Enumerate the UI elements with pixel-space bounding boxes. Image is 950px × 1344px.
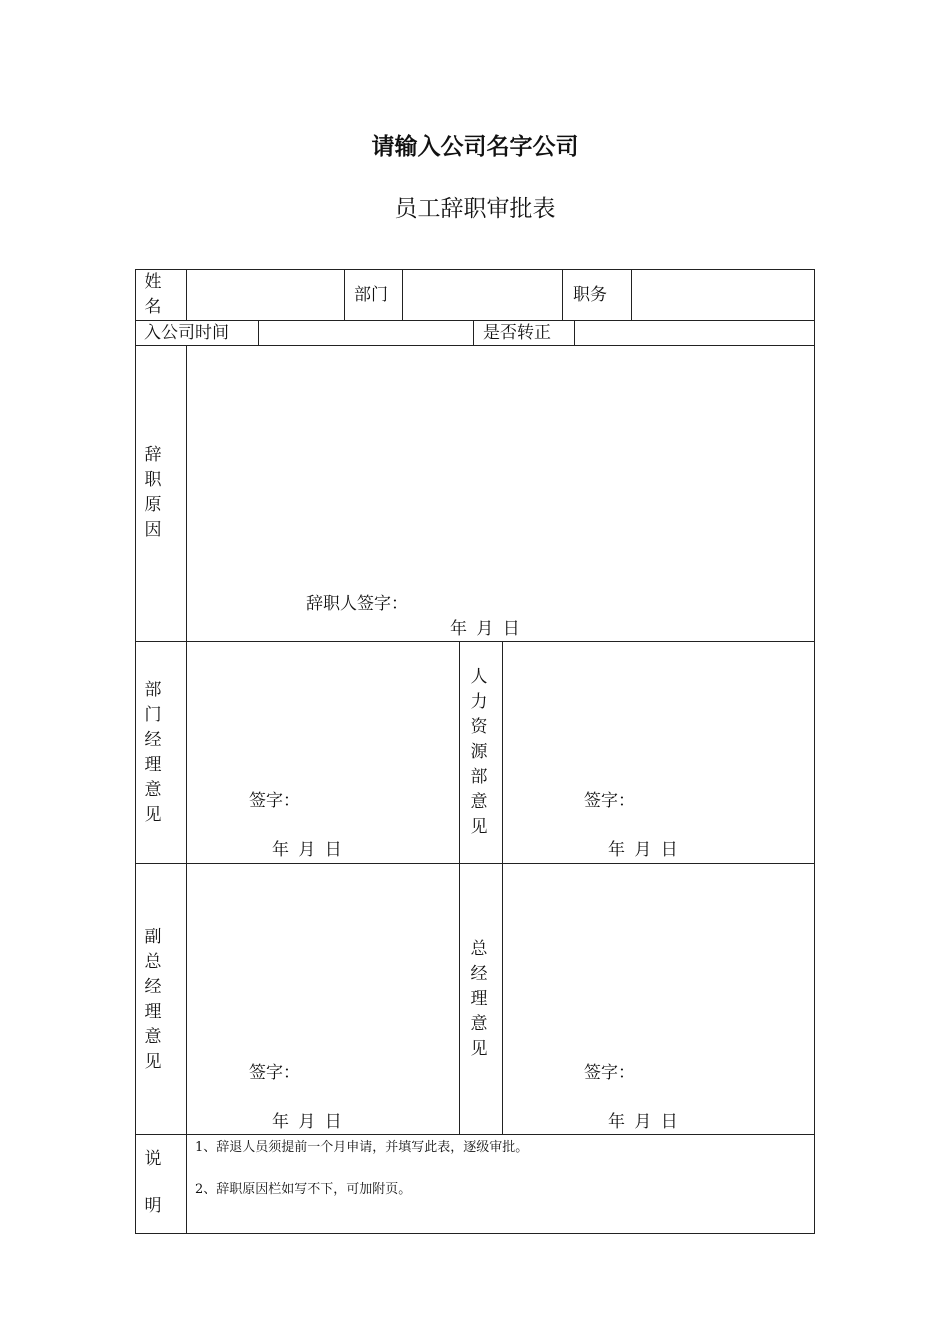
note-item: 2、辞职原因栏如写不下，可加附页。 [195, 1182, 412, 1197]
resign-reason-field[interactable] [187, 346, 814, 586]
label-name: 姓名 [144, 272, 162, 317]
col-line [459, 641, 460, 1134]
join-date-field[interactable] [259, 321, 472, 344]
gm-date: 年 月 日 [608, 1112, 678, 1132]
form-title: 员工辞职审批表 [394, 196, 556, 222]
name-field[interactable] [187, 270, 343, 319]
label-resign-reason: 辞职原因 [144, 445, 162, 540]
vp-date: 年 月 日 [272, 1112, 342, 1132]
hr-opinion-field[interactable] [503, 642, 814, 782]
gm-opinion-field[interactable] [503, 864, 814, 1054]
regularized-field[interactable] [575, 321, 814, 344]
company-name: 请输入公司名字公司 [371, 134, 579, 160]
resigner-signature-label: 辞职人签字： [306, 594, 408, 614]
dept-manager-opinion-field[interactable] [187, 642, 458, 782]
hr-date: 年 月 日 [608, 840, 678, 860]
hr-signature-label: 签字： [584, 791, 635, 811]
label-notes: 说明 [144, 1149, 162, 1216]
position-field[interactable] [632, 270, 814, 319]
label-department: 部门 [354, 285, 388, 305]
col-line [473, 320, 474, 345]
dept-manager-signature-label: 签字： [249, 791, 300, 811]
row-line [135, 1134, 815, 1135]
vp-opinion-field[interactable] [187, 864, 458, 1054]
note-item: 1、辞退人员须提前一个月申请，并填写此表，逐级审批。 [195, 1140, 529, 1155]
resigner-date: 年 月 日 [450, 619, 520, 639]
label-hr-opinion: 人力资源部意见 [470, 667, 488, 837]
department-field[interactable] [403, 270, 561, 319]
label-gm-opinion: 总经理意见 [470, 939, 488, 1059]
vp-signature-label: 签字： [249, 1063, 300, 1083]
col-line [562, 269, 563, 320]
label-join-date: 入公司时间 [144, 323, 229, 343]
gm-signature-label: 签字： [584, 1063, 635, 1083]
label-vp-opinion: 副总经理意见 [144, 927, 162, 1072]
label-position: 职务 [573, 285, 607, 305]
col-line [344, 269, 345, 320]
label-regularized: 是否转正 [483, 323, 551, 343]
label-dept-manager-opinion: 部门经理意见 [144, 680, 162, 825]
dept-manager-date: 年 月 日 [272, 840, 342, 860]
